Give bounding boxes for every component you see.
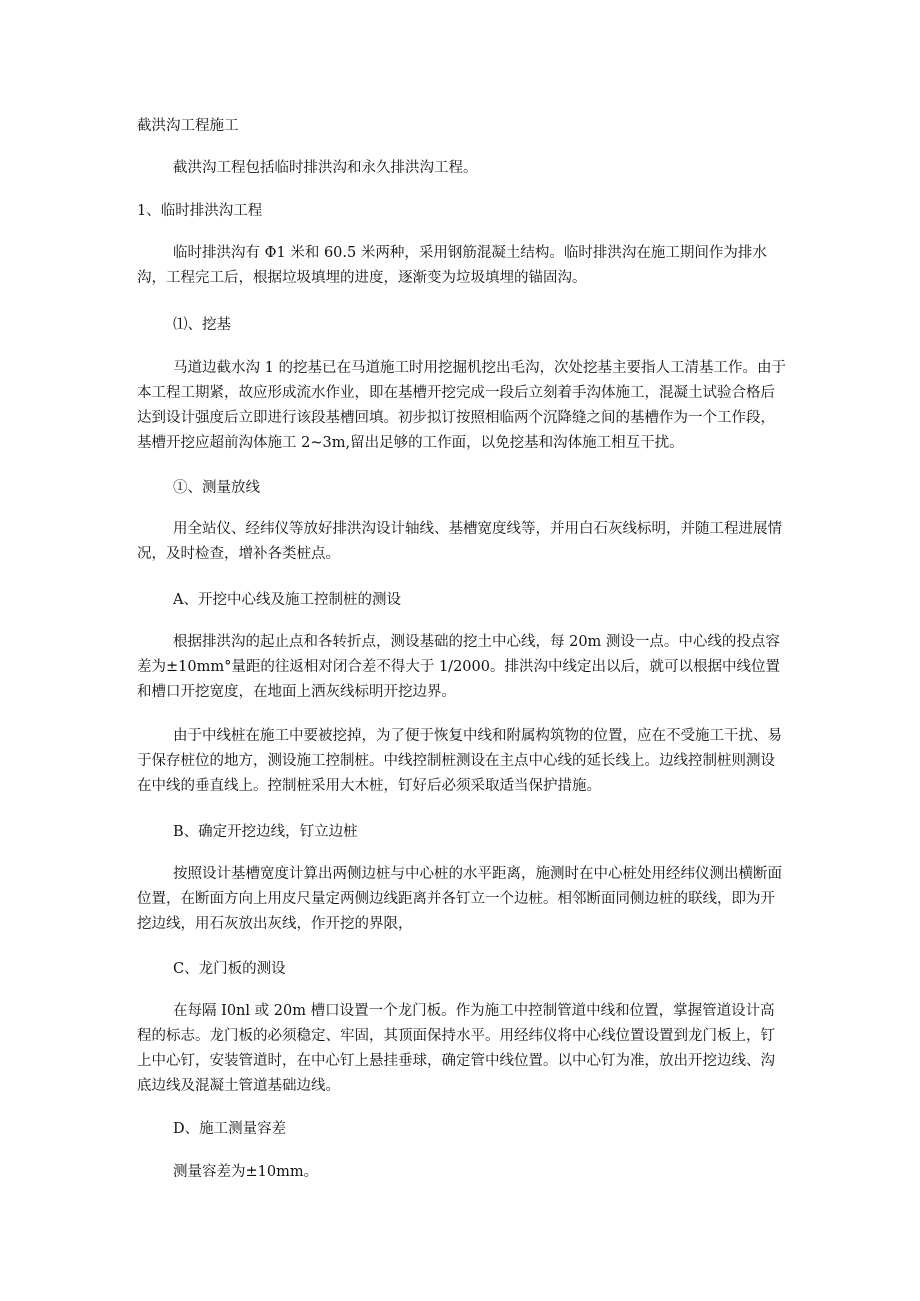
section-heading-1: 1、临时排洪沟工程	[137, 203, 263, 219]
paragraph-3: 用全站仪、经纬仪等放好排洪沟设计轴线、基槽宽度线等，并用白石灰线标明，并随工程进展情况，及时检查，增补各类桩点。	[137, 521, 782, 562]
paragraph-6: 按照设计基槽宽度计算出两侧边桩与中心桩的水平距离，施测时在中心桩处用经纬仪测出横断面位置，在断面方向上用皮尺量定两侧边线距离并各钉立一个边桩。相邻断面同侧边桩的联线，即为开挖边线，用石灰放出灰线，作开挖的界限，	[137, 866, 782, 932]
subheading-d: D、施工测量容差	[173, 1121, 287, 1137]
subheading-c: C、龙门板的测设	[173, 961, 286, 977]
subheading-excavation: ⑴、挖基	[173, 317, 231, 333]
paragraph-1: 临时排洪沟有 Φ1 米和 60.5 米两种，采用钢筋混凝土结构。临时排洪沟在施工期间作为排水沟，工程完工后，根据垃圾填埋的进度，逐渐变为垃圾填埋的锚固沟。	[137, 245, 767, 286]
paragraph-8: 测量容差为±10mm。	[173, 1164, 319, 1180]
paragraph-7: 在每隔 I0nl 或 20m 槽口设置一个龙门板。作为施工中控制管道中线和位置，掌握管道设计高程的标志。龙门板的必须稳定、牢固，其顶面保持水平。用经纬仪将中心线位置设置到龙门板上，钉上中心钉，安装管道时，在中心钉上悬挂垂球，确定管中线位置。以中心钉为准，放出开挖边线、沟底边线及混凝土管道基础边线。	[137, 1003, 775, 1094]
paragraph-4: 根据排洪沟的起止点和各转折点，测设基础的挖土中心线，每 20m 测设一点。中心线的投点容差为±10mm°量距的往返相对闭合差不得大于 1/2000。排洪沟中线定出以后，就可以根据中线位置和槽口开挖宽度，在地面上洒灰线标明开挖边界。	[137, 634, 780, 700]
paragraph-intro: 截洪沟工程包括临时排洪沟和永久排洪沟工程。	[173, 160, 478, 176]
paragraph-5: 由于中线桩在施工中要被挖掉，为了便于恢复中线和附属构筑物的位置，应在不受施工干扰、易于保存桩位的地方，测设施工控制桩。中线控制桩测设在主点中心线的延长线上。边线控制桩则测设在中线的垂直线上。控制桩采用大木桩，钉好后必须采取适当保护措施。	[137, 728, 782, 794]
document-title: 截洪沟工程施工	[137, 118, 239, 134]
subheading-b: B、确定开挖边线，钉立边桩	[173, 824, 358, 840]
paragraph-2: 马道边截水沟 1 的挖基已在马道施工时用挖掘机挖出毛沟，次处挖基主要指人工清基工作。由于本工程工期紧，故应形成流水作业，即在基槽开挖完成一段后立刻着手沟体施工，混凝土试验合格后达到设计强度后立即进行该段基槽回填。初步拟订按照相临两个沉降缝之间的基槽作为一个工作段，基槽开挖应超前沟体施工 2~3m,留出足够的工作面，以免挖基和沟体施工相互干扰。	[137, 360, 786, 451]
subheading-a: A、开挖中心线及施工控制桩的测设	[173, 592, 401, 608]
subheading-survey: ①、测量放线	[173, 480, 260, 496]
